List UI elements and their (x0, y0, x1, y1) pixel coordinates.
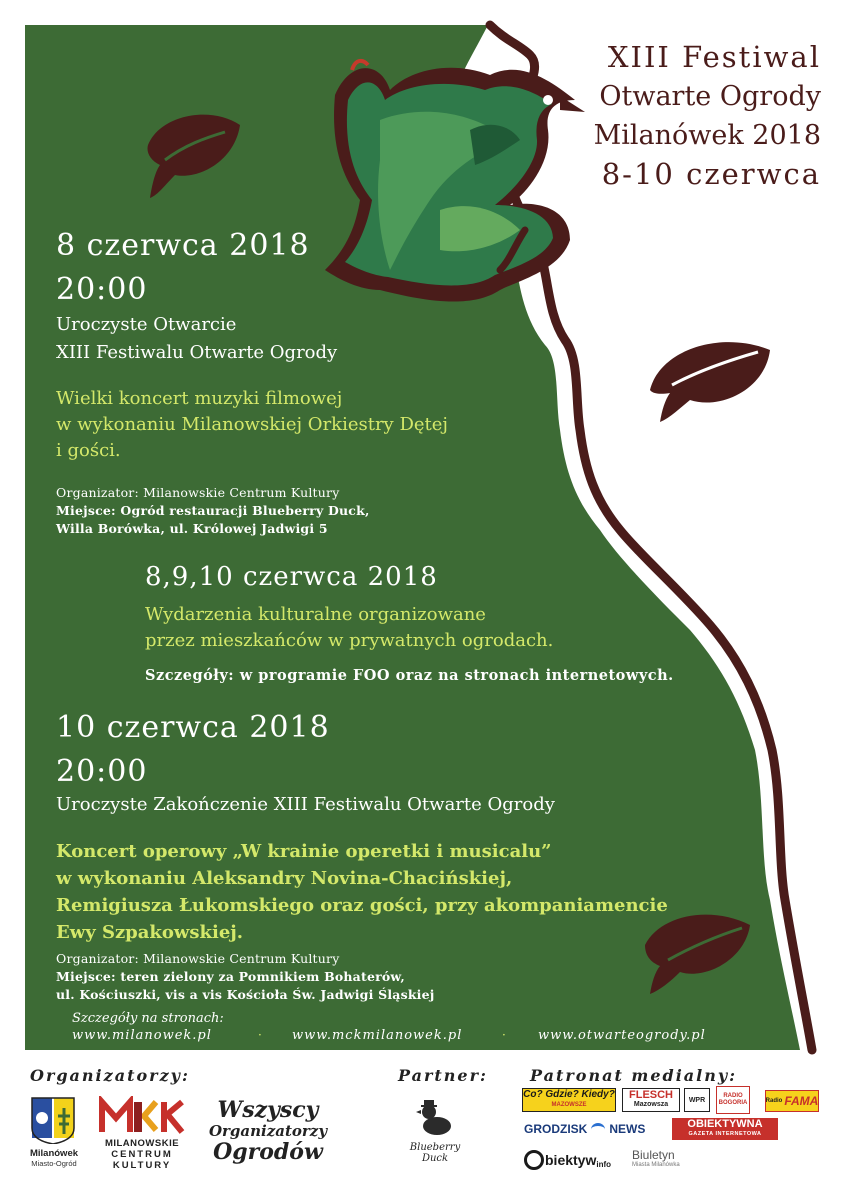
blueberry-duck-logo (400, 1098, 470, 1164)
web-label: Szczegóły na stronach: (72, 1011, 224, 1026)
event1-place-1: Miejsce: Ogród restauracji Blueberry Duck, (56, 503, 370, 518)
web-site-3[interactable]: www.otwarteogrody.pl (538, 1028, 706, 1043)
media-wpr-logo (684, 1088, 710, 1112)
all-organizers-3: Ogrodów (213, 1139, 323, 1165)
event1-concert (56, 386, 448, 464)
mck-line-1: MILANOWSKIE (104, 1138, 180, 1149)
media-biuletyn-logo (632, 1148, 704, 1172)
event1-place-2: Willa Borówka, ul. Królowej Jadwigi 5 (56, 521, 328, 536)
media-wpr-text: WPR (688, 1096, 706, 1104)
event3-concert-4: Ewy Szpakowskiej. (56, 922, 244, 943)
event2-date: 8,9,10 czerwca 2018 (145, 562, 438, 592)
all-organizers-logo (198, 1098, 338, 1164)
event1-name-2: XIII Festiwalu Otwarte Ogrody (56, 342, 338, 363)
title-line-4: 8-10 czerwca (601, 157, 821, 191)
milanowek-shield-icon (28, 1096, 80, 1144)
mck-logo (98, 1096, 186, 1170)
media-cogdzie-logo (522, 1088, 616, 1112)
event3-time: 20:00 (56, 754, 148, 789)
media-flesch-sub: Mazowsza (633, 1101, 669, 1108)
media-flesch-text: FLESCH (629, 1089, 673, 1101)
bird-ornament (325, 61, 585, 302)
event2-desc (145, 602, 553, 654)
milanowek-sub: Miasto-Ogród (31, 1159, 77, 1168)
media-biuletyn-sub: Miasta Milanówka (632, 1162, 680, 1168)
media-obiektywna-logo (672, 1118, 778, 1140)
event1-organizer: Organizator: Milanowskie Centrum Kultury (56, 485, 340, 500)
event1-concert-3: i gości. (56, 440, 121, 461)
event1-concert-2: w wykonaniu Milanowskiej Orkiestry Dętej (56, 414, 449, 435)
event1-name-1: Uroczyste Otwarcie (56, 314, 237, 335)
event3-organizer: Organizator: Milanowskie Centrum Kultury (56, 951, 340, 966)
web-sep-2: · (502, 1028, 506, 1042)
mck-line-2: CENTRUM (111, 1149, 173, 1160)
duck-icon (415, 1098, 455, 1138)
media-fama-logo (765, 1090, 819, 1112)
media-obiektyw-sub: info (596, 1159, 612, 1169)
event1-time: 20:00 (56, 272, 148, 307)
media-radio-bogoria-text: RADIO BOGORIA (718, 1093, 748, 1106)
title-line-1: XIII Festiwal (607, 40, 821, 74)
media-grodzisk-news: NEWS (609, 1122, 646, 1136)
event3-concert-3: Remigiusza Łukomskiego oraz gości, przy akompaniamencie (56, 895, 668, 916)
media-radio-bogoria-logo (716, 1086, 750, 1114)
blueberry-line-2: Duck (421, 1153, 449, 1164)
media-biuletyn-text: Biuletyn (632, 1148, 675, 1162)
organizers-label: Organizatorzy: (30, 1066, 190, 1085)
event2-desc-1: Wydarzenia kulturalne organizowane (145, 604, 486, 625)
event2-details: Szczegóły: w programie FOO oraz na stronach internetowych. (145, 667, 674, 684)
media-flesch-logo (622, 1088, 680, 1112)
leaf-ornament-right (650, 342, 770, 422)
title-line-2: Otwarte Ogrody (599, 81, 821, 112)
web-sep-1: · (258, 1028, 262, 1042)
media-obiektyw-text: biektyw (545, 1152, 597, 1168)
media-fama-sub: Radio (765, 1098, 783, 1104)
event3-place-2: ul. Kościuszki, vis a vis Kościoła Św. Jadwigi Śląskiej (56, 987, 435, 1002)
all-organizers-2: Organizatorzy (208, 1122, 328, 1140)
event2-desc-2: przez mieszkańców w prywatnych ogrodach. (145, 630, 554, 651)
media-fama-text: FAMA (784, 1094, 819, 1108)
event3-concert-1: Koncert operowy „W krainie operetki i musicalu” (56, 841, 552, 862)
media-cogdzie-sub: MAZOWSZE (551, 1102, 587, 1108)
event3-concert-2: w wykonaniu Aleksandry Novina-Chacińskiej, (56, 868, 513, 889)
media-obiektyw-logo (524, 1148, 620, 1172)
event1-concert-1: Wielki koncert muzyki filmowej (56, 388, 343, 409)
media-grodzisk-text: GRODZISK (524, 1122, 588, 1136)
event3-name: Uroczyste Zakończenie XIII Festiwalu Otwarte Ogrody (56, 794, 555, 815)
festival-title (594, 38, 821, 194)
mck-line-3: KULTURY (112, 1160, 172, 1171)
web-site-1[interactable]: www.milanowek.pl (72, 1028, 212, 1043)
partner-label: Partner: (398, 1066, 488, 1085)
media-label: Patronat medialny: (530, 1066, 738, 1085)
media-obiektywna-sub: GAZETA INTERNETOWA (688, 1131, 762, 1137)
media-cogdzie-text: Co? Gdzie? Kiedy? (523, 1089, 615, 1100)
milanowek-logo (28, 1096, 80, 1170)
mck-mark-icon (98, 1096, 186, 1134)
lens-icon (524, 1150, 544, 1170)
all-organizers-1: Wszyscy (217, 1097, 319, 1123)
event3-place-1: Miejsce: teren zielony za Pomnikiem Bohaterów, (56, 969, 405, 984)
media-obiektywna-text: OBIEKTYWNA (687, 1118, 763, 1130)
event1-info (56, 484, 370, 538)
blueberry-line-1: Blueberry (409, 1142, 461, 1153)
event3-concert (56, 838, 668, 946)
media-grodzisk-logo (524, 1119, 658, 1139)
milanowek-name: Milanówek (29, 1148, 79, 1159)
event1-date: 8 czerwca 2018 (56, 228, 310, 263)
wifi-icon (591, 1123, 605, 1136)
web-site-2[interactable]: www.mckmilanowek.pl (292, 1028, 463, 1043)
event3-info (56, 950, 435, 1004)
event3-date: 10 czerwca 2018 (56, 710, 330, 745)
title-line-3: Milanówek 2018 (593, 120, 821, 151)
